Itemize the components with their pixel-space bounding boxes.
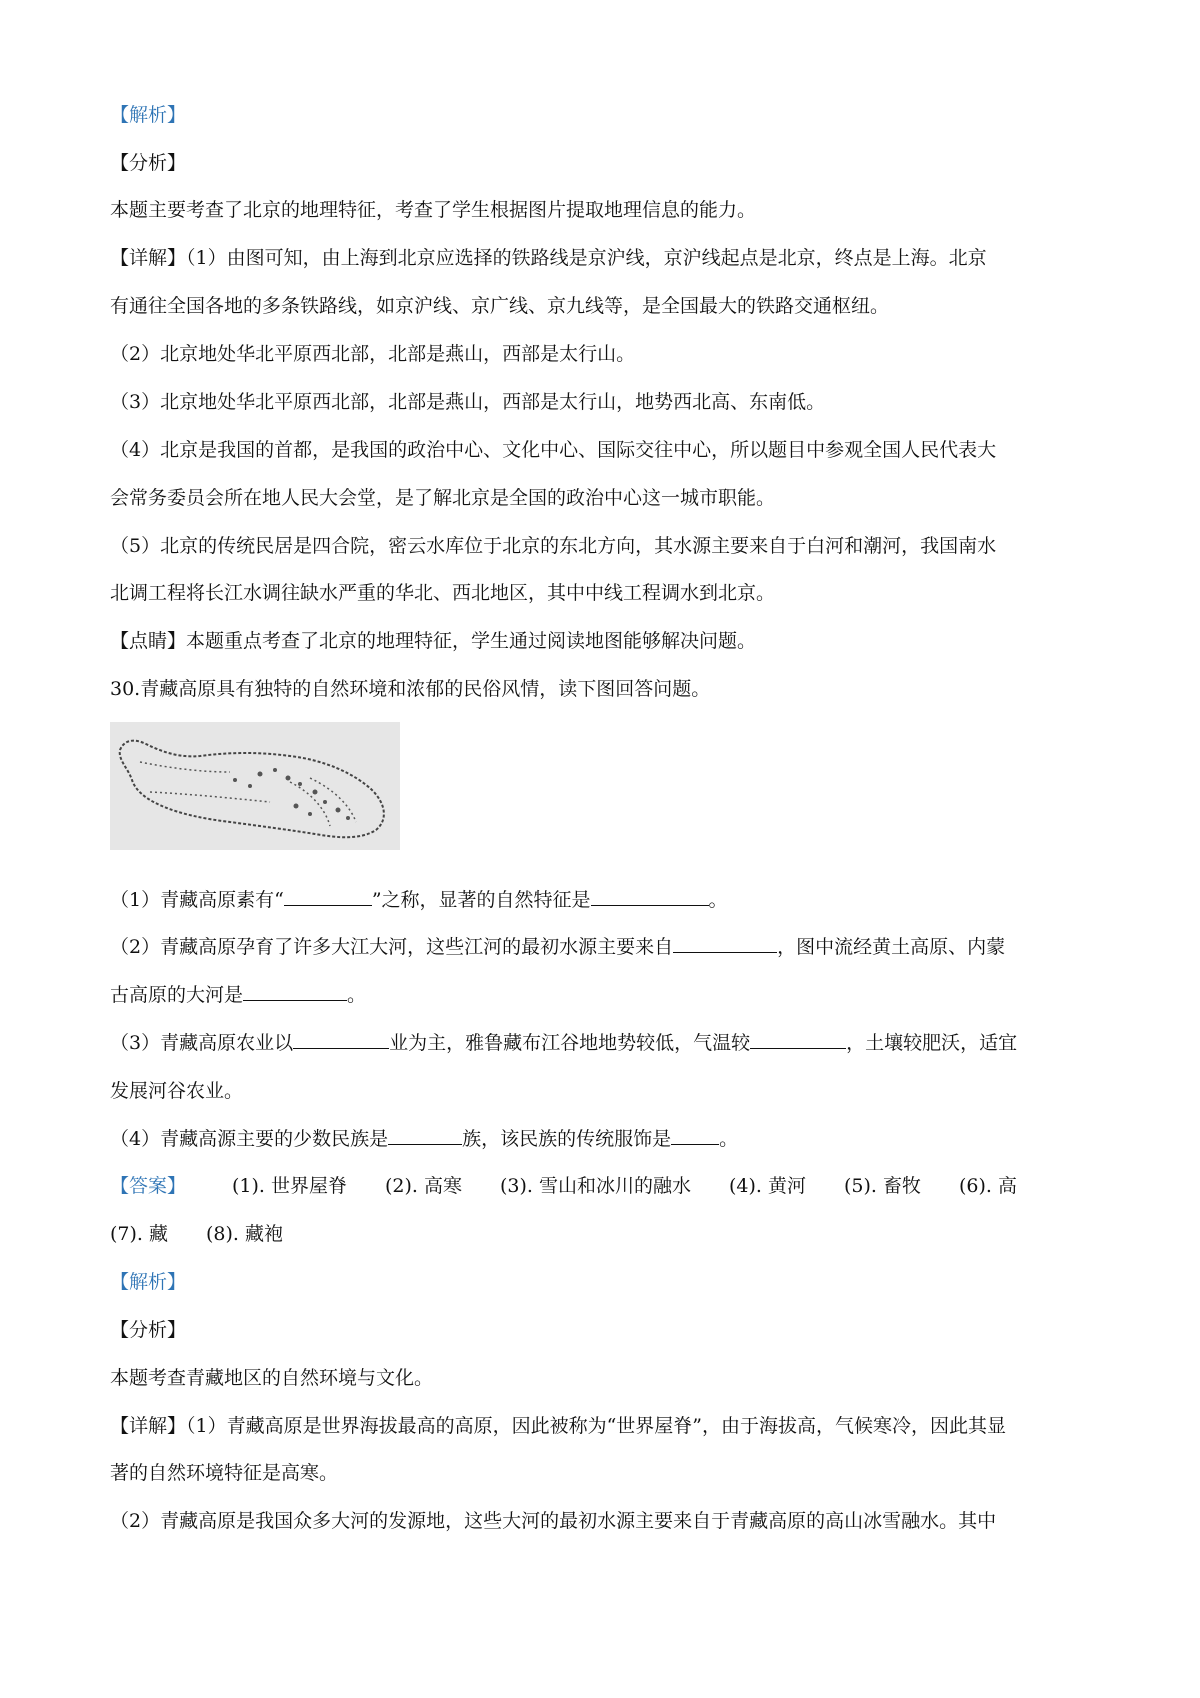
blank-7[interactable] xyxy=(388,1126,462,1145)
blank-3[interactable] xyxy=(673,934,777,953)
q29-detail-4a: （4）北京是我国的首都，是我国的政治中心、文化中心、国际交往中心，所以题目中参观全国人民代表大 xyxy=(110,439,997,461)
qinghai-tibet-plateau-map xyxy=(110,722,400,850)
q30-question-1: （1）青藏高原素有“ ”之称，显著的自然特征是 。 xyxy=(110,889,728,911)
q29-intro: 本题主要考查了北京的地理特征，考查了学生根据图片提取地理信息的能力。 xyxy=(110,199,757,221)
blank-1[interactable] xyxy=(284,887,372,906)
q30-question-2b: 古高原的大河是 。 xyxy=(110,984,367,1006)
q29-detail-1a: 【详解】（1）由图可知，由上海到北京应选择的铁路线是京沪线，京沪线起点是北京，终点是上海。北京 xyxy=(110,247,987,269)
blank-8[interactable] xyxy=(671,1126,719,1145)
answer-line-1 xyxy=(110,1173,1100,1199)
q29-jiexi-heading: 【解析】 xyxy=(110,104,187,126)
blank-4[interactable] xyxy=(243,982,347,1001)
answer-items-1: (1). 世界屋脊 (2). 高寒 (3). 雪山和冰川的融水 (4). 黄河 (5). 畜牧 (6). 高 xyxy=(232,1175,1018,1197)
plateau-outline-sketch xyxy=(110,722,400,850)
q29-detail-2: （2）北京地处华北平原西北部，北部是燕山，西部是太行山。 xyxy=(110,343,636,365)
q29-detail-1b: 有通往全国各地的多条铁路线，如京沪线、京广线、京九线等，是全国最大的铁路交通枢纽。 xyxy=(110,295,890,317)
q29-detail-3: （3）北京地处华北平原西北部，北部是燕山，西部是太行山，地势西北高、东南低。 xyxy=(110,391,826,413)
q30-question-4: （4）青藏高源主要的少数民族是 族，该民族的传统服饰是 。 xyxy=(110,1128,739,1150)
q30-question-3b: 发展河谷农业。 xyxy=(110,1080,244,1102)
q30-detail-2a: （2）青藏高原是我国众多大河的发源地，这些大河的最初水源主要来自于青藏高原的高山冰雪融水。其中 xyxy=(110,1510,997,1532)
q30-detail-1b: 著的自然环境特征是高寒。 xyxy=(110,1462,339,1484)
blank-2[interactable] xyxy=(591,887,709,906)
q29-detail-5a: （5）北京的传统民居是四合院，密云水库位于北京的东北方向，其水源主要来自于白河和潮河，我国南水 xyxy=(110,535,997,557)
q30-question-2a: （2）青藏高原孕育了许多大江大河，这些江河的最初水源主要来自 ，图中流经黄土高原、内蒙 xyxy=(110,936,1006,958)
q29-dianjing: 【点睛】本题重点考查了北京的地理特征，学生通过阅读地图能够解决问题。 xyxy=(110,630,757,652)
q30-jiexi-heading: 【解析】 xyxy=(110,1271,187,1293)
blank-5[interactable] xyxy=(293,1030,389,1049)
q30-question-3a: （3）青藏高原农业以 业为主，雅鲁藏布江谷地地势较低，气温较 ，土壤较肥沃，适宜 xyxy=(110,1032,1018,1054)
q30-detail-1a: 【详解】（1）青藏高原是世界海拔最高的高原，因此被称为“世界屋脊”，由于海拔高，气候寒冷，因此其显 xyxy=(110,1415,1007,1437)
q30-fenxi-heading: 【分析】 xyxy=(110,1319,187,1341)
q30-stem: 30.青藏高原具有独特的自然环境和浓郁的民俗风情，读下图回答问题。 xyxy=(110,678,711,700)
q29-fenxi-heading: 【分析】 xyxy=(110,152,187,174)
answer-line-2: (7). 藏 (8). 藏袍 xyxy=(110,1223,283,1245)
q29-detail-5b: 北调工程将长江水调往缺水严重的华北、西北地区，其中中线工程调水到北京。 xyxy=(110,582,776,604)
q30-intro: 本题考查青藏地区的自然环境与文化。 xyxy=(110,1367,434,1389)
blank-6[interactable] xyxy=(750,1030,846,1049)
answer-label: 【答案】 xyxy=(110,1175,187,1197)
q29-detail-4b: 会常务委员会所在地人民大会堂，是了解北京是全国的政治中心这一城市职能。 xyxy=(110,487,776,509)
